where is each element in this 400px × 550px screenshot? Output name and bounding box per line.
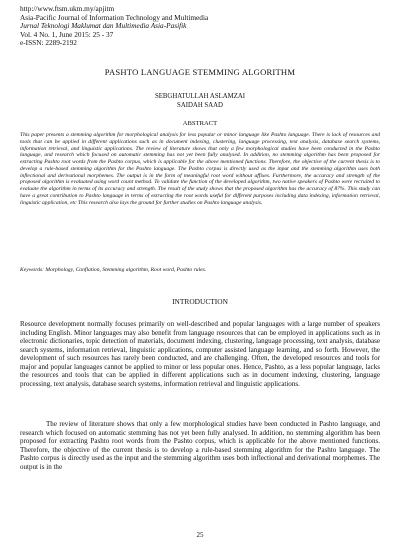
introduction-paragraph: Resource development normally focuses primarily on well-described and popular languages with a large number of speakers including English. Minor languages may also benefit from language resources that can be employed in applications such as in electronic dictionaries, topic detection of materials, document indexing, clustering, language processing, text analysis, database search systems, information retrieval, linguistic applications, computer assisted language learning, and so forth. However, the development of such resources has rarely been conducted, and are challenging. Often, the developed resources and tools for major and popular languages cannot be applied to minor or less popular ones. Hence, Pashto, as a less popular language, lacks the resources and tools that can be applied in different applications such as in document indexing, clustering, language processing, text analysis, database search systems, information retrieval and linguistic applications. bbox=[20, 320, 380, 388]
author-name: SAIDAH SAAD bbox=[177, 101, 223, 109]
author-name: SEBGHATULLAH ASLAMZAI bbox=[154, 93, 246, 100]
paper-title: PASHTO LANGUAGE STEMMING ALGORITHM bbox=[104, 67, 296, 77]
journal-name-english: Asia-Pacific Journal of Information Technology and Multimedia bbox=[20, 12, 209, 22]
journal-issn: e-ISSN: 2289-2192 bbox=[20, 38, 77, 48]
journal-url[interactable]: http://www.ftsm.ukm.my/apjitm bbox=[20, 4, 115, 13]
keywords-line: Keywords: Morphology, Conflation, Stemming algorithm, Root word, Pashto rules. bbox=[20, 267, 207, 273]
introduction-heading: INTRODUCTION bbox=[172, 297, 228, 306]
page-number: 25 bbox=[196, 531, 204, 539]
introduction-paragraph: The review of literature shows that only a few morphological studies have been conducted in Pashto language, and research which focused on automatic stemming has not yet been fully analysed. In addition, no stemming algorithm has been proposed for extracting Pashto root words from the Pashto corpus, which is applicable for the above mentioned functions. Therefore, the objective of the current thesis is to develop a rule-based stemming algorithm for the Pashto language. The Pashto corpus is directly used as the input and the stemming algorithm uses both inflectional and derivational morphemes. The output is in the bbox=[20, 420, 380, 471]
journal-header bbox=[20, 5, 380, 48]
abstract-text: This paper presents a stemming algorithm for morphological analysis for less popular or minor language like Pashto language. There is lack of resources and tools that can be applied in different applications such as in document indexing, clustering, language processing, text analysis, database search systems, information retrieval, and linguistic applications. The review of literature shows that only a few morphological studies have been conducted in the Pashto language, and research which focused on automatic stemming has not yet been fully analysed. In addition, no stemming algorithm has been proposed for extracting Pashto root words from the Pashto corpus, which is applicable for the above mentioned functions. Therefore, the objective of the current thesis is to develop a rule-based stemming algorithm for the Pashto language. The Pashto corpus is directly used as the input and the stemming algorithm uses both inflectional and derivational morphemes. The output is in the form of meaningful root word without affixes. Furthermore, the accuracy and strength of the proposed algorithm is evaluated using word count method. To validate the function of the developed algorithm, two native speakers of Pashto were recruited to evaluate the algorithm in terms of its accuracy and strength. The result of the study shows that the proposed algorithm has the accuracy of 87%. This study can have a great contribution to Pashto language in terms of extracting the root words useful for different purposes including data indexing, information retrieval, linguistic application, etc This research also lays the ground for further studies on Pashto language analysis. bbox=[20, 132, 380, 206]
journal-volume: Vol. 4 No. 1, June 2015: 25 - 37 bbox=[20, 29, 114, 39]
abstract-heading: ABSTRACT bbox=[182, 120, 218, 127]
journal-name-malay: Jurnal Teknologi Maklumat dan Multimedia Asia-Pasifik bbox=[20, 21, 187, 31]
author-list bbox=[0, 93, 400, 110]
